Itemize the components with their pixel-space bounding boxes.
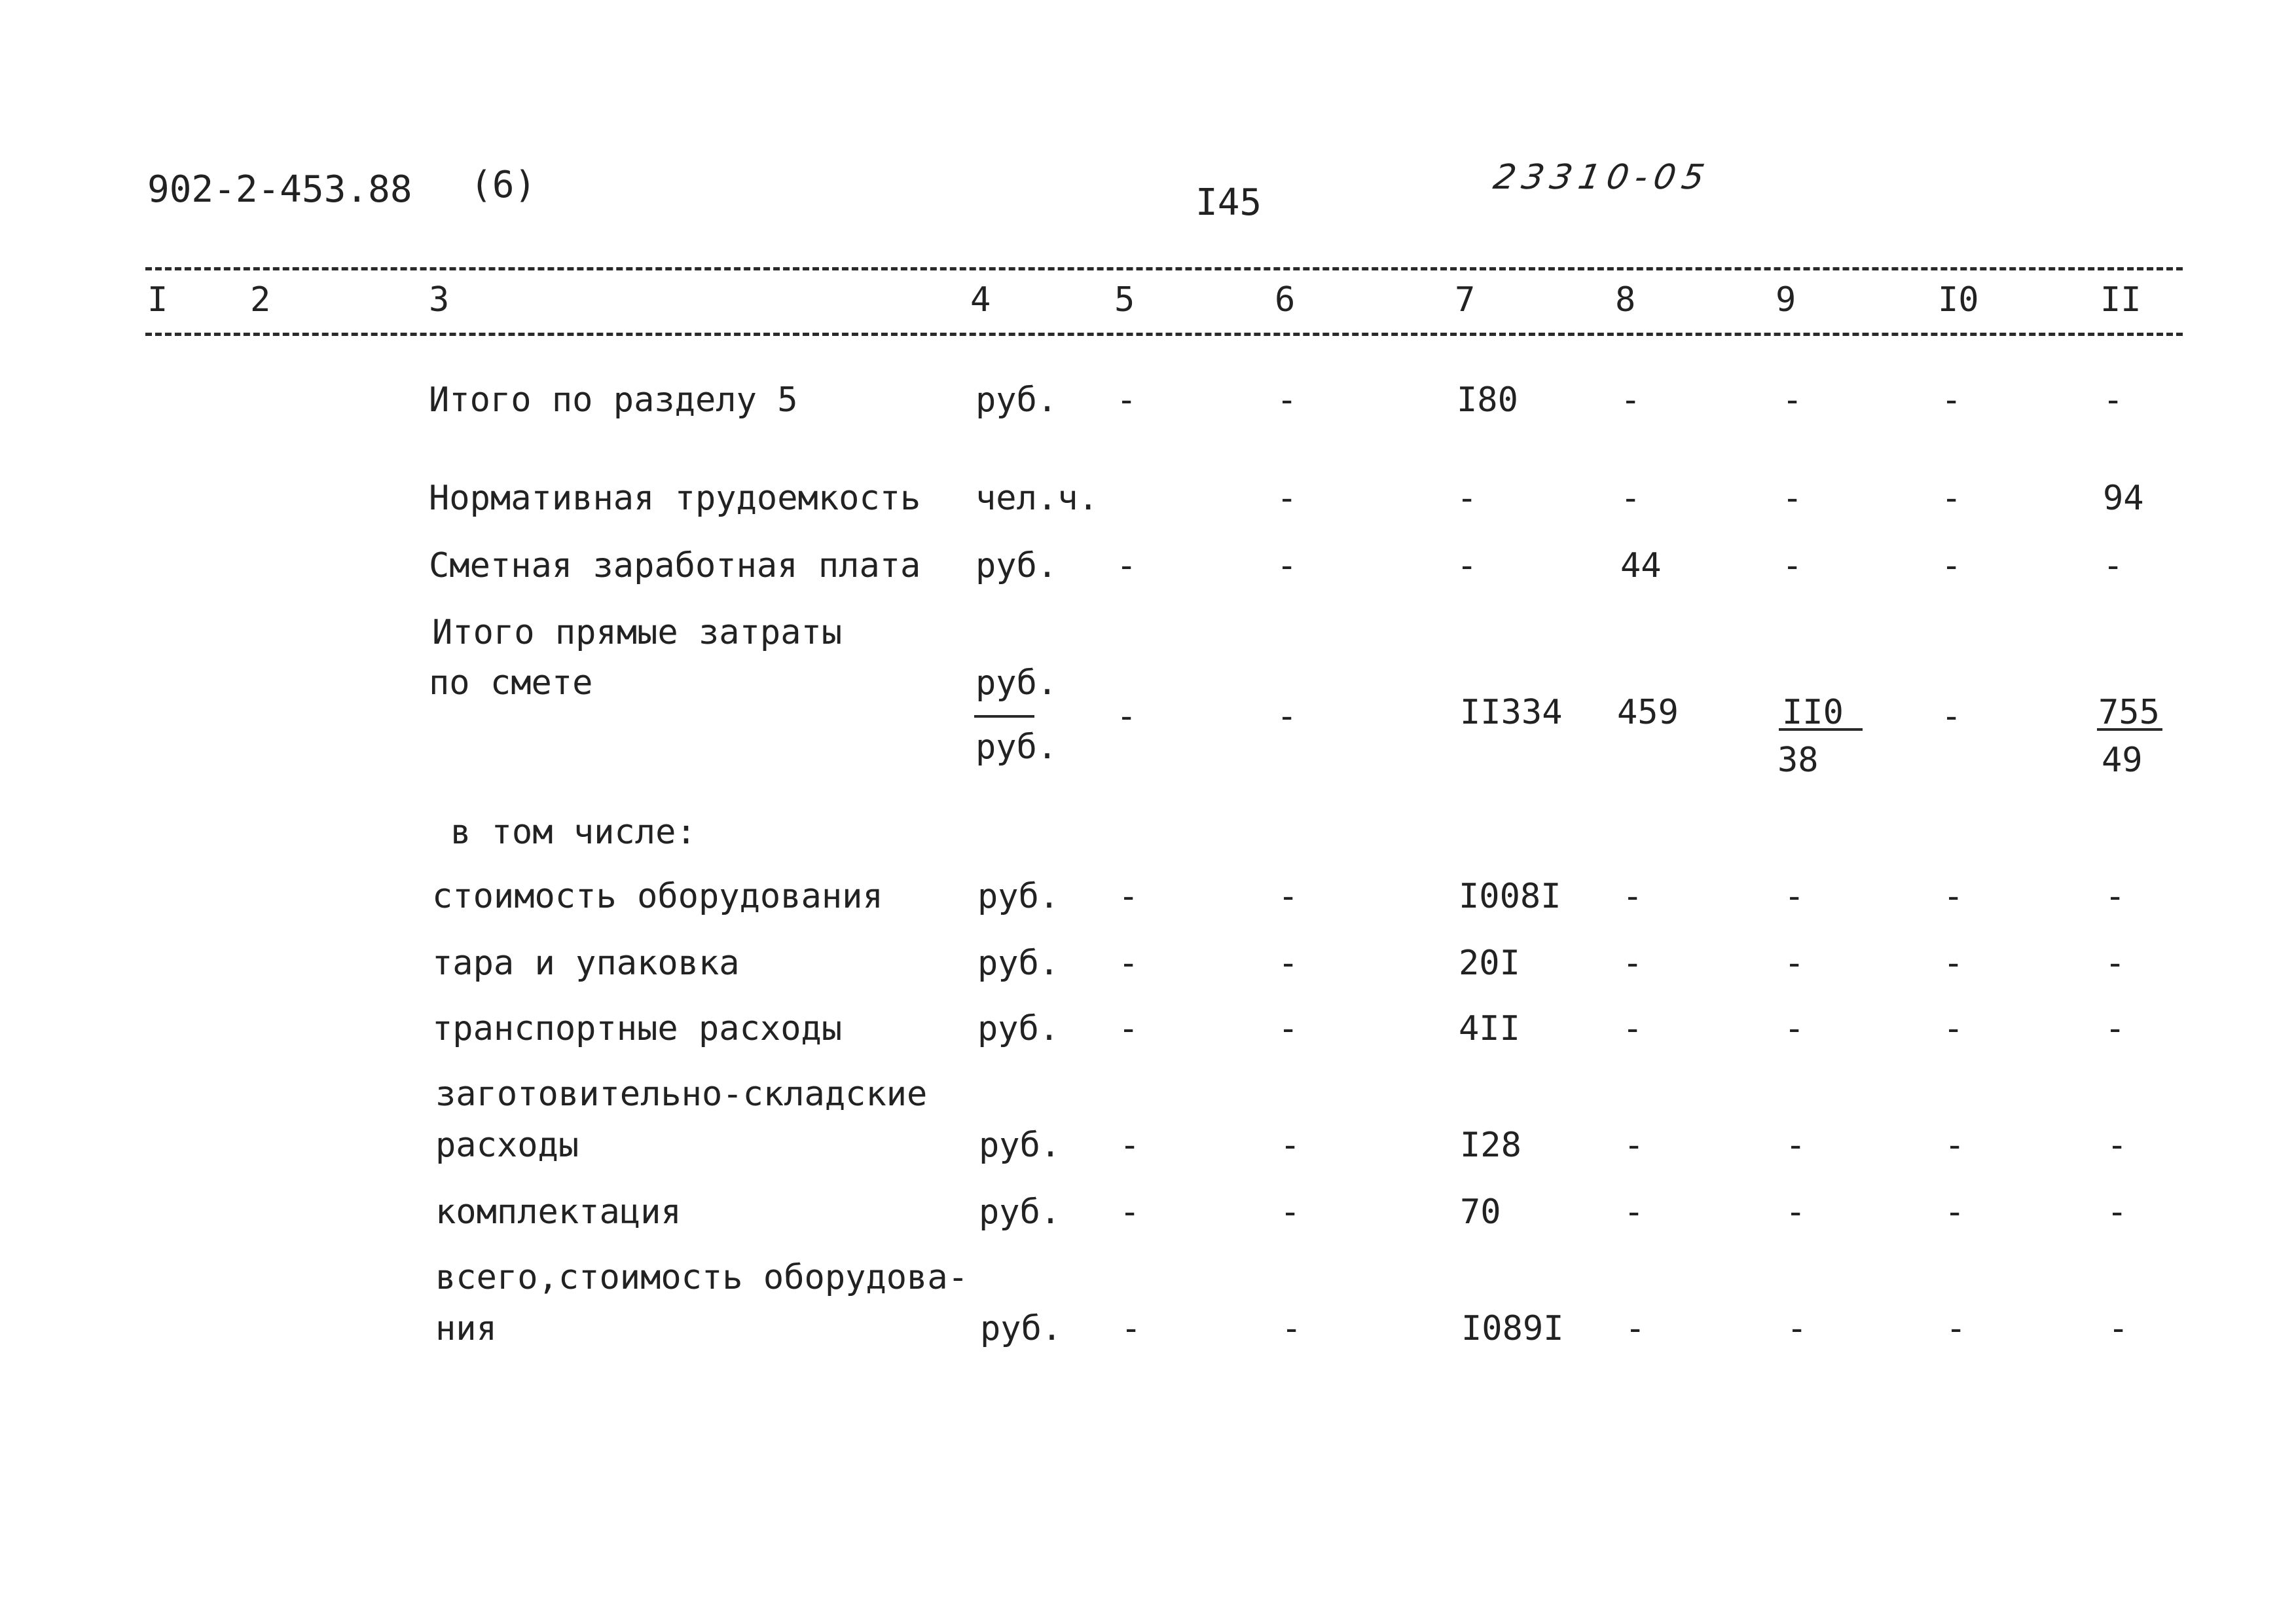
cell-col6: -	[1280, 1126, 1301, 1165]
cell-col10: -	[1943, 944, 1964, 983]
cell-col6: -	[1281, 1309, 1302, 1348]
cell-col6: -	[1277, 380, 1298, 420]
row-label: комплектация	[435, 1192, 682, 1232]
cell-col9: -	[1784, 1009, 1805, 1048]
cell-col10: -	[1944, 1192, 1965, 1232]
cell-col9-top: II0	[1782, 693, 1844, 732]
cell-col7: I089I	[1461, 1309, 1564, 1348]
cell-col5: -	[1118, 877, 1139, 916]
cell-col6: -	[1278, 877, 1299, 916]
row-unit: руб.	[979, 1192, 1061, 1232]
cell-col6: -	[1278, 1009, 1299, 1048]
cell-col11: -	[2107, 1192, 2128, 1232]
row-label: стоимость оборудования	[432, 877, 883, 916]
cell-col11: -	[2103, 546, 2124, 585]
col-header-8: 8	[1615, 280, 1636, 320]
row-unit: руб.	[977, 1009, 1060, 1048]
cell-col6: -	[1277, 546, 1298, 585]
cell-col10: -	[1944, 1126, 1965, 1165]
cell-col7: I80	[1457, 380, 1518, 420]
row-label-line1: Итого прямые затраты	[432, 613, 843, 652]
cell-col7: -	[1457, 479, 1478, 518]
cell-col9: -	[1785, 1126, 1806, 1165]
cell-col6: -	[1277, 697, 1298, 736]
row-unit: руб.	[975, 380, 1058, 420]
row-label: Итого по разделу 5	[429, 380, 798, 420]
row-label-line1: заготовительно-складские	[435, 1075, 928, 1114]
row-label-line2: расходы	[435, 1126, 579, 1165]
section-subheading: в том числе:	[450, 813, 697, 852]
row-label: Сметная заработная плата	[429, 546, 921, 585]
cell-col5: -	[1116, 380, 1137, 420]
cell-col7: 20I	[1459, 944, 1520, 983]
row-label-line1: всего,стоимость оборудова-	[435, 1258, 968, 1297]
row-unit-top: руб.	[975, 663, 1058, 703]
col-header-5: 5	[1114, 280, 1135, 320]
cell-col9: -	[1785, 1192, 1806, 1232]
cell-col10: -	[1946, 1309, 1967, 1348]
document-code: 902-2-453.88	[147, 168, 412, 211]
row-label-line2: ния	[435, 1309, 497, 1348]
cell-col10: -	[1943, 1009, 1964, 1048]
cell-col7: II334	[1460, 693, 1563, 732]
cell-col8: -	[1622, 1009, 1643, 1048]
col-header-2: 2	[250, 280, 271, 320]
row-unit: руб.	[980, 1309, 1063, 1348]
cell-col8: -	[1622, 944, 1643, 983]
row-unit: руб.	[975, 546, 1058, 585]
cell-col7: I008I	[1459, 877, 1561, 916]
row-unit: руб.	[977, 877, 1060, 916]
cell-col11: -	[2105, 877, 2126, 916]
cell-col9: -	[1784, 877, 1805, 916]
cell-col11: -	[2107, 1126, 2128, 1165]
col9-fraction-bar	[1779, 728, 1863, 731]
col-header-7: 7	[1455, 280, 1476, 320]
cell-col9: -	[1782, 380, 1803, 420]
sheet-number: (6)	[470, 164, 537, 206]
cell-col11: -	[2108, 1309, 2129, 1348]
row-unit: чел.ч.	[975, 479, 1099, 518]
row-label: транспортные расходы	[432, 1009, 843, 1048]
row-label: Нормативная трудоемкость	[429, 479, 921, 518]
col-header-3: 3	[429, 280, 450, 320]
cell-col11: -	[2105, 1009, 2126, 1048]
cell-col5: -	[1121, 1309, 1142, 1348]
row-unit: руб.	[977, 944, 1060, 983]
col-header-4: 4	[970, 280, 991, 320]
cell-col8: -	[1625, 1309, 1646, 1348]
cell-col9: -	[1782, 546, 1803, 585]
handwritten-stamp: 23310-05	[1490, 158, 1714, 197]
cell-col8: -	[1624, 1126, 1645, 1165]
row-label: тара и упаковка	[432, 944, 740, 983]
cell-col6: -	[1277, 479, 1298, 518]
cell-col9-bottom: 38	[1777, 741, 1819, 780]
cell-col8: -	[1620, 380, 1641, 420]
cell-col7: 4II	[1459, 1009, 1520, 1048]
cell-col11-top: 755	[2098, 693, 2160, 732]
cell-col7: 70	[1460, 1192, 1501, 1232]
cell-col10: -	[1943, 877, 1964, 916]
cell-col10: -	[1941, 697, 1962, 736]
cell-col7: -	[1457, 546, 1478, 585]
col-header-6: 6	[1275, 280, 1296, 320]
cell-col9: -	[1782, 479, 1803, 518]
cell-col5: -	[1116, 697, 1137, 736]
page-number: I45	[1195, 181, 1262, 224]
cell-col11-bottom: 49	[2102, 741, 2143, 780]
cell-col8: -	[1620, 479, 1641, 518]
cell-col10: -	[1941, 380, 1962, 420]
cell-col7: I28	[1460, 1126, 1522, 1165]
col-header-10: I0	[1938, 280, 1979, 320]
cell-col9: -	[1784, 944, 1805, 983]
row-unit-bottom: руб.	[975, 728, 1058, 767]
header-bottom-rule	[145, 333, 2183, 336]
cell-col6: -	[1280, 1192, 1301, 1232]
unit-fraction-bar	[974, 715, 1034, 718]
col-header-9: 9	[1776, 280, 1796, 320]
cell-col8: 459	[1617, 693, 1679, 732]
row-label-line2: по смете	[429, 663, 593, 703]
cell-col8: -	[1624, 1192, 1645, 1232]
col-header-11: II	[2100, 280, 2141, 320]
cell-col9: -	[1787, 1309, 1808, 1348]
cell-col8: -	[1622, 877, 1643, 916]
cell-col5: -	[1116, 546, 1137, 585]
cell-col10: -	[1941, 546, 1962, 585]
cell-col6: -	[1278, 944, 1299, 983]
col-header-1: I	[147, 280, 168, 320]
row-unit: руб.	[979, 1126, 1061, 1165]
col11-fraction-bar	[2097, 728, 2162, 731]
cell-col11: -	[2103, 380, 2124, 420]
cell-col5: -	[1120, 1192, 1140, 1232]
cell-col10: -	[1941, 479, 1962, 518]
cell-col11: -	[2105, 944, 2126, 983]
cell-col11: 94	[2103, 479, 2144, 518]
cell-col8: 44	[1620, 546, 1662, 585]
header-top-rule	[145, 267, 2183, 270]
cell-col5: -	[1120, 1126, 1140, 1165]
cell-col5: -	[1118, 1009, 1139, 1048]
cell-col5: -	[1118, 944, 1139, 983]
